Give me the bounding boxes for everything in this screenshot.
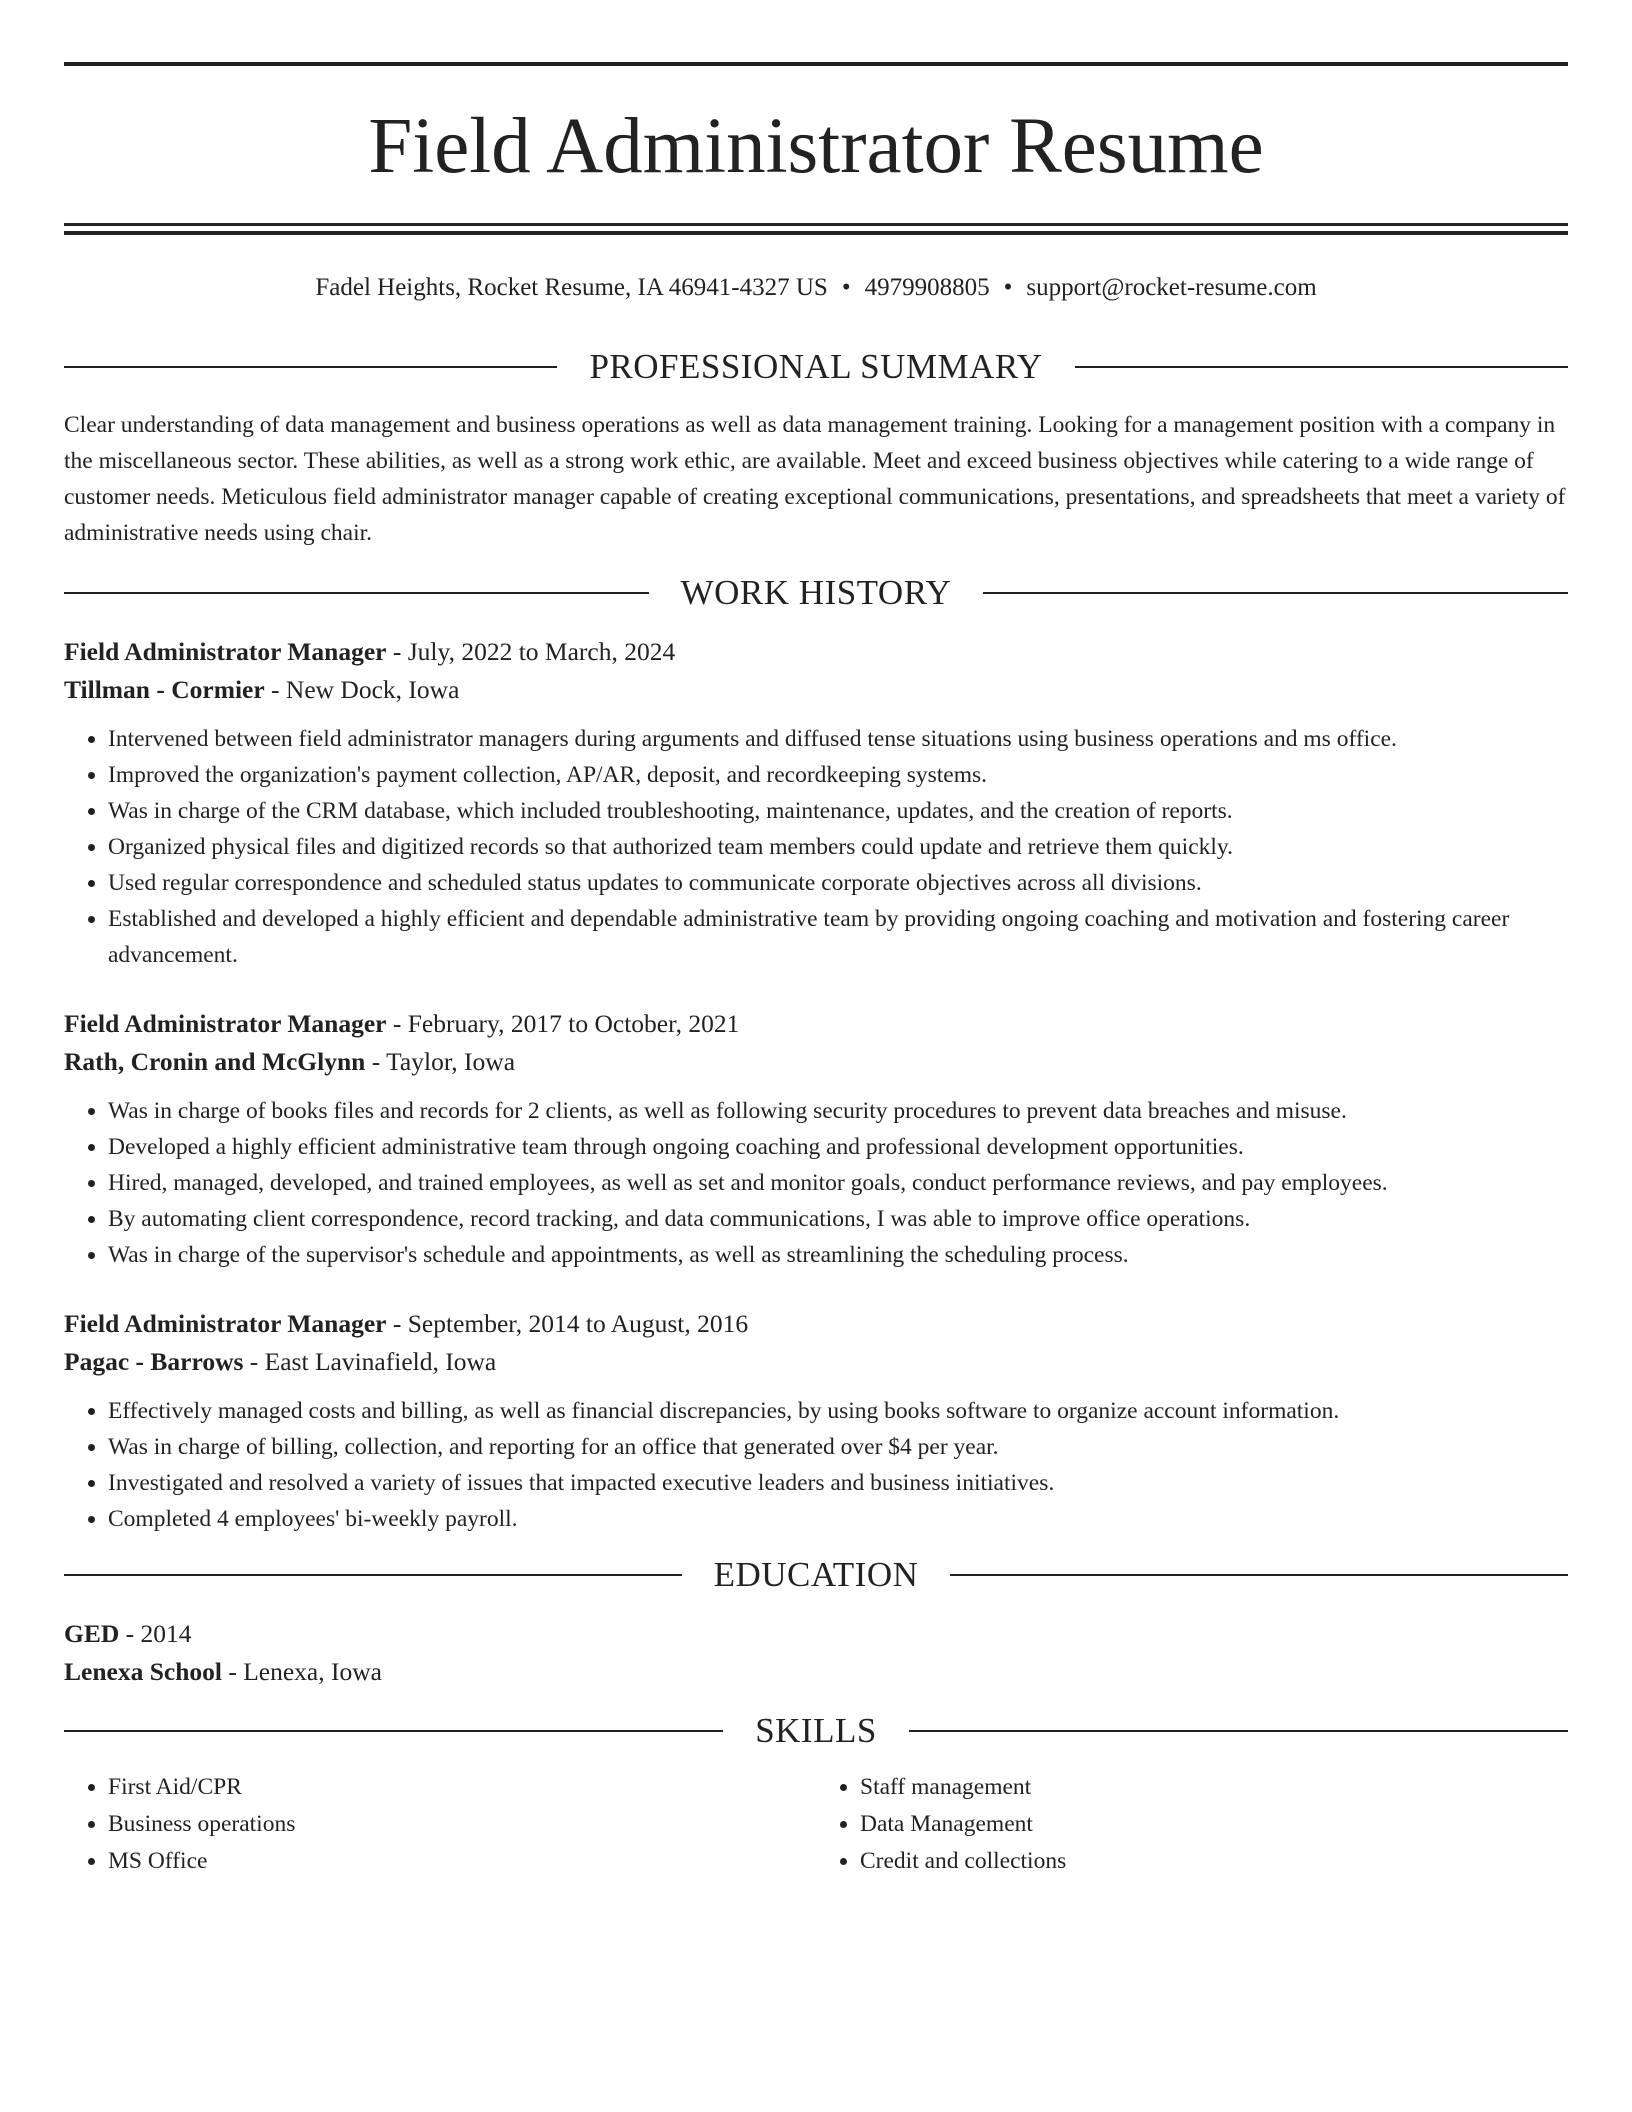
list-item: • Investigated and resolved a variety of issues that impacted executive leaders and business initiatives. [108,1465,1568,1501]
skills-columns [64,1769,1568,1880]
list-item: • Organized physical files and digitized records so that authorized team members could update and retrieve them quickly. [108,829,1568,865]
contact-separator: • [841,274,851,301]
job-dates: - September, 2014 to August, 2016 [386,1309,749,1338]
job-location: - East Lavinafield, Iowa [243,1347,497,1376]
section-heading-skills [64,1711,1568,1751]
list-item: • Business operations [108,1806,816,1843]
list-item: • MS Office [108,1843,816,1880]
heading-rule [983,592,1568,594]
list-item: • Was in charge of the supervisor's schedule and appointments, as well as streamlining the scheduling process. [108,1237,1568,1273]
resume-content [64,62,1568,1880]
list-item: • Used regular correspondence and scheduled status updates to communicate corporate objectives across all divisions. [108,865,1568,901]
education-entry [64,1615,1568,1691]
summary-text: Clear understanding of data management and business operations as well as data management training. Looking for a management position with a company in the miscellaneous sector. These abilities, as well as a strong work ethic, are available. Meet and exceed business objectives while catering to a wide range of customer needs. Meticulous field administrator manager capable of creating exceptional communications, presentations, and spreadsheets that meet a variety of administrative needs using chair. [64,412,1566,546]
heading-rule [64,1730,723,1732]
list-item: • Data Management [860,1806,1568,1843]
heading-rule [64,366,557,368]
education-degree: GED [64,1619,120,1648]
job-title-line [64,1305,1568,1343]
list-item: • Staff management [860,1769,1568,1806]
job-company-line [64,1343,1568,1381]
section-heading-work [64,573,1568,613]
list-item: • First Aid/CPR [108,1769,816,1806]
job-dates: - July, 2022 to March, 2024 [386,637,676,666]
heading-rule [64,592,649,594]
contact-line [64,273,1568,303]
job-bullets [64,1093,1568,1273]
skills-heading: SKILLS [755,1711,877,1750]
list-item: • Hired, managed, developed, and trained employees, as well as set and monitor goals, conduct performance reviews, and pay employees. [108,1165,1568,1201]
job-title: Field Administrator Manager [64,1309,387,1338]
job-title: Field Administrator Manager [64,1009,387,1038]
summary-heading: PROFESSIONAL SUMMARY [589,347,1043,386]
list-item: • Was in charge of books files and records for 2 clients, as well as following security procedures to prevent data breaches and misuse. [108,1093,1568,1129]
heading-rule [64,1574,682,1576]
job-title: Field Administrator Manager [64,637,387,666]
job-bullets [64,721,1568,973]
list-item: • Credit and collections [860,1843,1568,1880]
job-location: - New Dock, Iowa [264,675,460,704]
list-item: • Completed 4 employees' bi-weekly payroll. [108,1501,1568,1537]
list-item: • Developed a highly efficient administrative team through ongoing coaching and professional development opportunities. [108,1129,1568,1165]
list-item: • Established and developed a highly efficient and dependable administrative team by providing ongoing coaching and motivation and fostering career advancement. [108,901,1568,973]
education-location: - Lenexa, Iowa [221,1657,382,1686]
list-item: • Intervened between field administrator managers during arguments and diffused tense situations using business operations and ms office. [108,721,1568,757]
job-company: Tillman - Cormier [64,675,265,704]
heading-rule [950,1574,1568,1576]
job-company: Pagac - Barrows [64,1347,244,1376]
job-title-line [64,1005,1568,1043]
section-heading-summary [64,347,1568,387]
heading-rule [1075,366,1568,368]
education-degree-line [64,1615,1568,1653]
contact-address: Fadel Heights, Rocket Resume, IA 46941-4327 US [315,274,828,301]
education-school: Lenexa School [64,1657,222,1686]
list-item: • Improved the organization's payment collection, AP/AR, deposit, and recordkeeping systems. [108,757,1568,793]
skills-list-right [816,1769,1568,1880]
list-item: • Effectively managed costs and billing, as well as financial discrepancies, by using books software to organize account information. [108,1393,1568,1429]
job-bullets [64,1393,1568,1537]
contact-phone: 4979908805 [864,274,990,301]
contact-email: support@rocket-resume.com [1026,274,1317,301]
list-item: • Was in charge of the CRM database, which included troubleshooting, maintenance, updates, and the creation of reports. [108,793,1568,829]
job-company: Rath, Cronin and McGlynn [64,1047,366,1076]
contact-separator: • [1003,274,1013,301]
heading-rule [909,1730,1568,1732]
list-item: • Was in charge of billing, collection, and reporting for an office that generated over $4 per year. [108,1429,1568,1465]
top-rule [64,62,1568,66]
title-double-rule [64,223,1568,235]
section-heading-education [64,1555,1568,1595]
job-company-line [64,671,1568,709]
job-location: - Taylor, Iowa [365,1047,516,1076]
skills-list-left [64,1769,816,1880]
education-school-line [64,1653,1568,1691]
work-heading: WORK HISTORY [680,573,952,612]
education-heading: EDUCATION [713,1555,919,1594]
job-dates: - February, 2017 to October, 2021 [386,1009,740,1038]
list-item: • By automating client correspondence, record tracking, and data communications, I was able to improve office operations. [108,1201,1568,1237]
job-company-line [64,1043,1568,1081]
job-title-line [64,633,1568,671]
job-entry [64,1005,1568,1273]
education-year: - 2014 [119,1619,192,1648]
job-entry [64,1305,1568,1537]
job-entry [64,633,1568,973]
resume-title: Field Administrator Resume [368,103,1264,190]
